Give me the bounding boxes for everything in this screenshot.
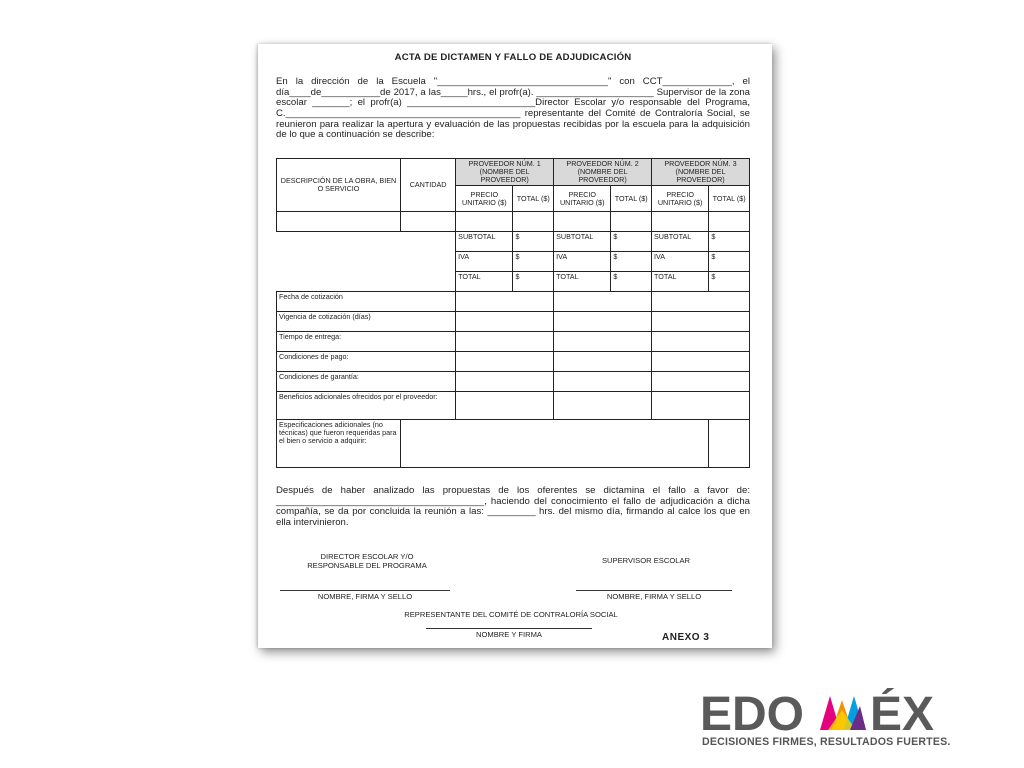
total-dollar-2: $ [611,272,652,292]
signature-line-representante [426,628,592,629]
row-label-beneficios: Beneficios adicionales ofrecidos por el proveedor: [277,392,456,420]
intro-line-1: En la dirección de la Escuela "________________________________" con CCT_____________, el día____de___________de 2017, a las_____hrs., el profr(a). ______________________ [276,76,750,98]
total-label-2: TOTAL [554,272,611,292]
total-row [277,272,750,292]
header-proveedor-1: PROVEEDOR NÚM. 1 (NOMBRE DEL PROVEEDOR) [456,159,554,186]
logo-mark-icon [700,688,962,736]
condition-row [277,392,750,420]
total-label-1: TOTAL [456,272,513,292]
signature-line-supervisor [576,590,732,591]
iva-label-2: IVA [554,252,611,272]
signature-supervisor-caption: NOMBRE, FIRMA Y SELLO [606,592,702,601]
signature-representante-caption: NOMBRE Y FIRMA [476,630,542,639]
signature-director-title: DIRECTOR ESCOLAR Y/O RESPONSABLE DEL PROGRAMA [307,552,427,570]
document-sheet [258,44,772,648]
signature-director-caption: NOMBRE, FIRMA Y SELLO [317,592,413,601]
iva-label-1: IVA [456,252,513,272]
subtotal-dollar-1: $ [513,232,554,252]
row-label-tiempo: Tiempo de entrega: [277,332,456,352]
intro-paragraph [276,77,750,141]
total-dollar-3: $ [709,272,750,292]
svg-text:EDO: EDO [700,688,805,736]
intro-line-3: representante del Comité de Contraloría Social, se reunieron para realizar la apertura y evaluación de las propuestas recibidas por la escuela para la adquisición de lo que a continuación se describe: [276,107,750,141]
precio-unitario-1: PRECIO UNITARIO ($) [456,186,513,212]
header-proveedor-3: PROVEEDOR NÚM. 3 (NOMBRE DEL PROVEEDOR) [652,159,750,186]
subtotal-label-1: SUBTOTAL [456,232,513,252]
total-col-3: TOTAL ($) [709,186,750,212]
document-title: ACTA DE DICTAMEN Y FALLO DE ADJUDICACIÓN [394,52,632,63]
header-proveedor-2: PROVEEDOR NÚM. 2 (NOMBRE DEL PROVEEDOR) [554,159,652,186]
iva-dollar-3: $ [709,252,750,272]
subtotal-dollar-2: $ [611,232,652,252]
row-label-especificaciones: Especificaciones adicionales (no técnicas) que fueron requeridas para el bien o servicio a adquirir: [277,420,401,468]
row-label-pago: Condiciones de pago: [277,352,456,372]
row-label-garantia: Condiciones de garantía: [277,372,456,392]
intro-line-2: Supervisor de la zona escolar _______; el profr(a) ________________________Director Escolar y/o responsable del Programa, C.____________________________________________ [276,86,750,119]
iva-dollar-1: $ [513,252,554,272]
header-cantidad: CANTIDAD [400,159,455,212]
condition-row [277,352,750,372]
condition-row [277,420,750,468]
closing-paragraph: Después de haber analizado las propuestas de los oferentes se dictamina el fallo a favor de: _______________________________________, haciendo del conocimiento el fallo de adjudicación a dicha compañía, se da por concluida la reunión a las: _________ hrs. del mismo día, firmando al calce los que en ella intervinieron. [276,485,750,528]
edomex-logo [700,688,962,748]
total-col-2: TOTAL ($) [611,186,652,212]
subtotal-dollar-3: $ [709,232,750,252]
precio-unitario-2: PRECIO UNITARIO ($) [554,186,611,212]
signature-representante-title: REPRESENTANTE DEL COMITÉ DE CONTRALORÍA SOCIAL [404,610,618,619]
iva-dollar-2: $ [611,252,652,272]
total-col-1: TOTAL ($) [513,186,554,212]
anexo-label: ANEXO 3 [662,632,710,643]
row-label-vigencia: Vigencia de cotización (días) [277,312,456,332]
logo-tagline: DECISIONES FIRMES, RESULTADOS FUERTES. [702,736,951,748]
subtotal-label-2: SUBTOTAL [554,232,611,252]
condition-row [277,292,750,312]
iva-row [277,252,750,272]
total-dollar-1: $ [513,272,554,292]
subtotal-label-3: SUBTOTAL [652,232,709,252]
total-label-3: TOTAL [652,272,709,292]
condition-row [277,332,750,352]
row-label-fecha: Fecha de cotización [277,292,456,312]
quotation-table [276,158,750,468]
header-descripcion: DESCRIPCIÓN DE LA OBRA, BIEN O SERVICIO [277,159,401,212]
svg-text:ÉX: ÉX [870,688,935,736]
signature-supervisor-title: SUPERVISOR ESCOLAR [601,556,691,565]
precio-unitario-3: PRECIO UNITARIO ($) [652,186,709,212]
subtotal-row [277,232,750,252]
signature-line-director [280,590,450,591]
item-row [277,212,750,232]
condition-row [277,372,750,392]
iva-label-3: IVA [652,252,709,272]
document-body [276,52,750,643]
condition-row [277,312,750,332]
